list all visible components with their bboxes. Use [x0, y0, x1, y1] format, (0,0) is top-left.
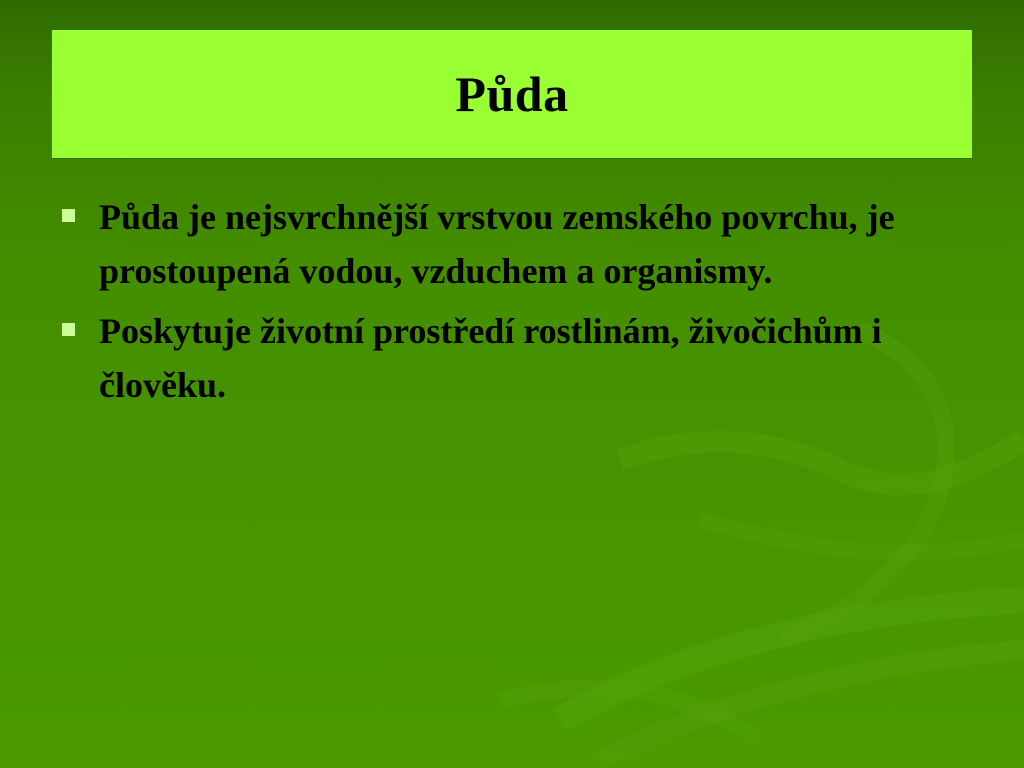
bullet-list	[62, 190, 962, 418]
bullet-text: Půda je nejsvrchnější vrstvou zemského povrchu, je prostoupená vodou, vzduchem a organismy.	[99, 197, 895, 291]
bullet-item	[62, 190, 962, 298]
bullet-marker-icon	[62, 209, 75, 222]
bullet-text: Poskytuje životní prostředí rostlinám, živočichům i člověku.	[99, 311, 882, 405]
bullet-item	[62, 304, 962, 412]
bullet-marker-icon	[62, 323, 75, 336]
slide-title: Půda	[455, 66, 569, 122]
title-box	[52, 30, 972, 158]
